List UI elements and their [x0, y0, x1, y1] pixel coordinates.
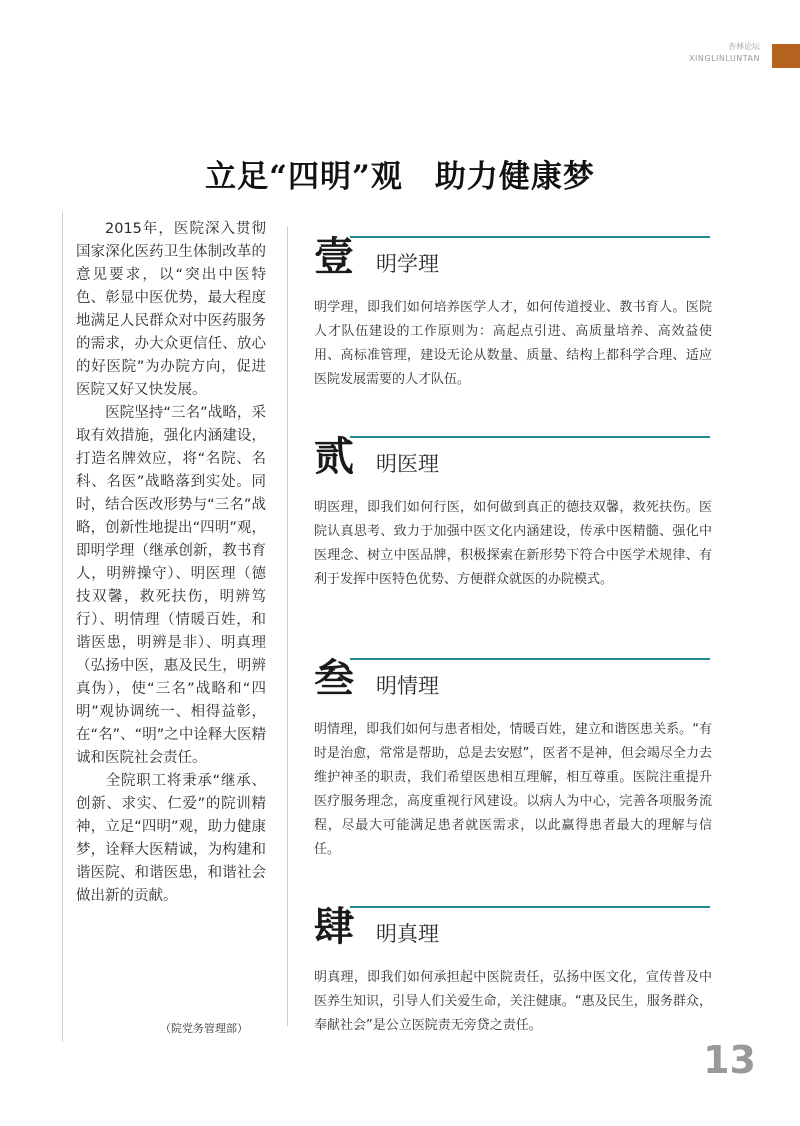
section-rule — [350, 906, 710, 908]
header-color-tab — [772, 44, 800, 68]
left-paragraph-3: 全院职工将秉承“继承、创新、求实、仁爱”的院训精神，立足“四明”观，助力健康梦，诠释大医精诚，为构建和谐医院、和谐医患，和谐社会做出新的贡献。 — [76, 773, 266, 904]
left-paragraph-2: 医院坚持“三名”战略，采取有效措施，强化内涵建设，打造名牌效应，将“名院、名科、名医”战略落到实处。同时，结合医改形势与“三名”战略，创新性地提出“四明”观，即明学理（继承创新，教书育人，明辨操守）、明医理（德技双馨，救死扶伤，明辨笃行）、明情理（情暖百姓，和谐医患，明辨是非）、明真理（弘扬中医，惠及民生，明辨真伪），使“三名”战略和“四明”观协调统一、相得益彰，在“名”、“明”之中诠释大医精诚和医院社会责任。 — [76, 405, 266, 766]
header-column-cn: 杏林论坛 — [728, 42, 760, 51]
section-numeral: 贰 — [314, 433, 354, 480]
section-body: 明学理，即我们如何培养医学人才，如何传道授业、教书育人。医院人才队伍建设的工作原则为：高起点引进、高质量培养、高效益使用、高标准管理，建设无论从数量、质量、结构上都科学合理、适应医院发展需要的人才队伍。 — [314, 300, 712, 387]
section-rule — [350, 236, 710, 238]
section-xue-li — [312, 232, 712, 392]
section-numeral: 叁 — [314, 655, 354, 702]
section-body: 明医理，即我们如何行医，如何做到真正的德技双馨，救死扶伤。医院认真思考、致力于加强中医文化内涵建设，传承中医精髓、强化中医理念、树立中医品牌，积极探索在新形势下符合中医学术规律、有利于发挥中医特色优势、方便群众就医的办院模式。 — [314, 500, 712, 587]
signature: （院党务管理部） — [160, 1022, 248, 1035]
section-qing-li — [312, 654, 712, 862]
section-title: 明医理 — [376, 452, 439, 476]
section-body: 明真理，即我们如何承担起中医院责任，弘扬中医文化，宣传普及中医养生知识，引导人们关爱生命，关注健康。“惠及民生，服务群众，奉献社会”是公立医院责无旁贷之责任。 — [314, 970, 712, 1033]
section-title: 明学理 — [376, 252, 439, 276]
section-yi-li — [312, 432, 712, 592]
left-rule — [62, 212, 63, 1042]
column-divider — [287, 226, 288, 1026]
section-numeral: 壹 — [314, 233, 354, 280]
section-rule — [350, 658, 710, 660]
section-numeral: 肆 — [314, 903, 354, 950]
section-rule — [350, 436, 710, 438]
page-number: 13 — [703, 1038, 756, 1082]
section-zhen-li — [312, 902, 712, 1038]
left-column — [76, 218, 266, 908]
section-title: 明情理 — [376, 674, 439, 698]
section-body: 明情理，即我们如何与患者相处，情暖百姓，建立和谐医患关系。“有时是治愈，常常是帮助，总是去安慰”，医者不是神，但会竭尽全力去维护神圣的职责，我们希望医患相互理解，相互尊重。医院注重提升医疗服务理念，高度重视行风建设。以病人为中心，完善各项服务流程，尽最大可能满足患者就医需求，以此赢得患者最大的理解与信任。 — [314, 722, 712, 857]
header-column-en: XINGLINLUNTAN — [689, 54, 760, 63]
section-title: 明真理 — [376, 922, 439, 946]
left-paragraph-1: 2015年，医院深入贯彻国家深化医药卫生体制改革的意见要求，以“突出中医特色、彰显中医优势，最大程度地满足人民群众对中医药服务的需求，办大众更信任、放心的好医院”为办院方向，促进医院又好又快发展。 — [76, 221, 266, 398]
article-title: 立足“四明”观 助力健康梦 — [205, 158, 595, 195]
